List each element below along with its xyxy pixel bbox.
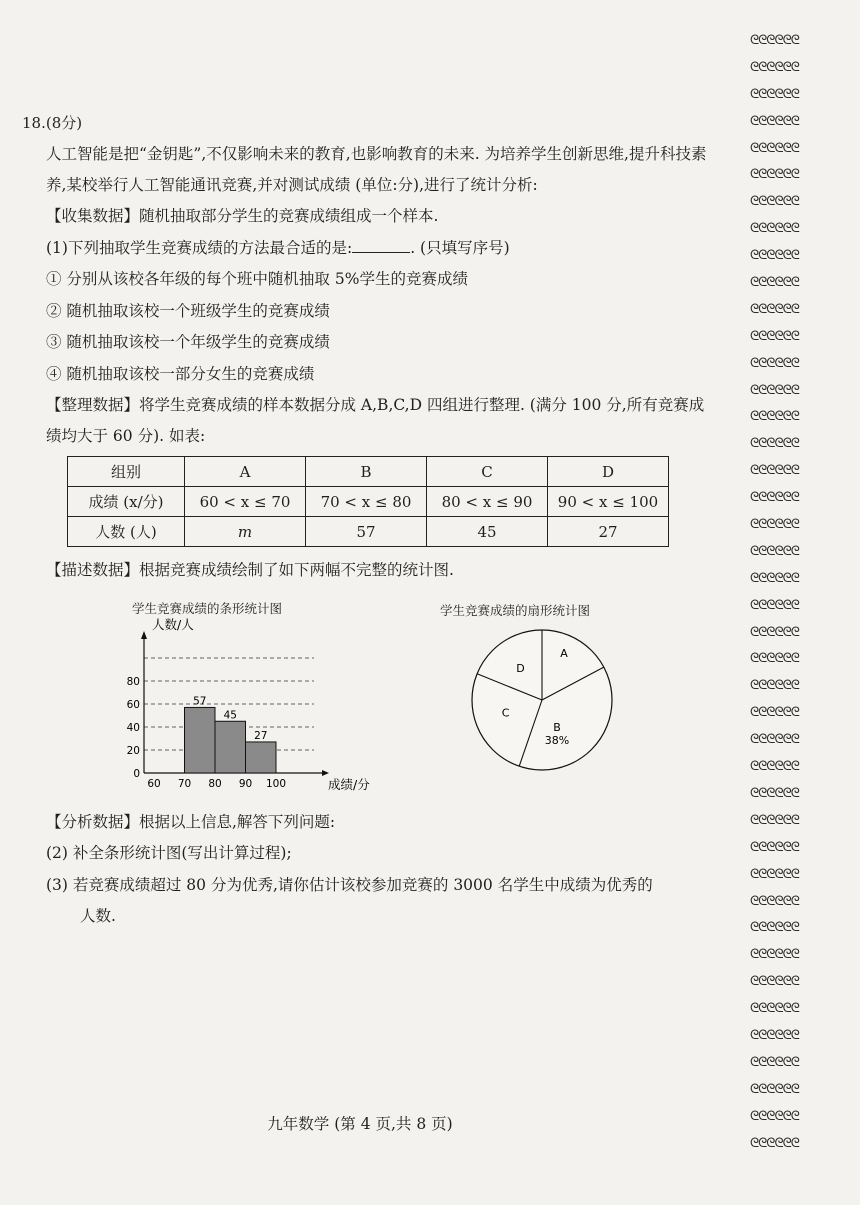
border-pattern: ᘓᘓᘓᘓᘓᘓ bbox=[750, 920, 799, 936]
table-cell: 人数 (人) bbox=[68, 517, 185, 547]
border-pattern: ᘓᘓᘓᘓᘓᘓ bbox=[750, 490, 799, 506]
border-pattern: ᘓᘓᘓᘓᘓᘓ bbox=[750, 1081, 799, 1097]
border-pattern: ᘓᘓᘓᘓᘓᘓ bbox=[750, 947, 799, 963]
option-3: ③ 随机抽取该校一个年级学生的竞赛成绩 bbox=[46, 333, 330, 351]
bar bbox=[185, 707, 216, 773]
intro-paragraph: 人工智能是把“金钥匙”,不仅影响未来的教育,也影响教育的未来. 为培养学生创新思维,提升科技素养,某校举行人工智能通讯竞赛,并对测试成绩 (单位:分),进行了统计分析: bbox=[46, 145, 707, 194]
border-pattern: ᘓᘓᘓᘓᘓᘓ bbox=[750, 1135, 799, 1151]
table-row bbox=[68, 517, 669, 547]
option-4: ④ 随机抽取该校一部分女生的竞赛成绩 bbox=[46, 364, 315, 383]
pie-slice-label: C bbox=[501, 706, 510, 720]
table-cell: 45 bbox=[427, 517, 548, 547]
border-pattern: ᘓᘓᘓᘓᘓᘓ bbox=[750, 866, 799, 882]
question-18 bbox=[22, 112, 712, 933]
border-pattern: ᘓᘓᘓᘓᘓᘓ bbox=[750, 1108, 799, 1124]
border-pattern: ᘓᘓᘓᘓᘓᘓ bbox=[750, 140, 799, 156]
question-number: 18.(8分) bbox=[22, 114, 83, 132]
border-pattern: ᘓᘓᘓᘓᘓᘓ bbox=[750, 59, 799, 75]
border-pattern: ᘓᘓᘓᘓᘓᘓ bbox=[750, 86, 799, 102]
page-footer: 九年数学 (第 4 页,共 8 页) bbox=[267, 1115, 453, 1133]
border-pattern: ᘓᘓᘓᘓᘓᘓ bbox=[750, 785, 799, 801]
table-cell: 80 < x ≤ 90 bbox=[427, 487, 548, 517]
border-pattern: ᘓᘓᘓᘓᘓᘓ bbox=[750, 221, 799, 237]
y-tick-label: 80 bbox=[126, 675, 140, 688]
q3-line: (3) 若竞赛成绩超过 80 分为优秀,请你估计该校参加竞赛的 3000 名学生中成绩为优秀的 bbox=[46, 875, 653, 894]
table-row bbox=[68, 457, 669, 487]
border-pattern: ᘓᘓᘓᘓᘓᘓ bbox=[750, 705, 799, 721]
y-axis-arrow bbox=[141, 631, 147, 639]
border-pattern: ᘓᘓᘓᘓᘓᘓ bbox=[750, 517, 799, 533]
y-tick-label: 20 bbox=[126, 744, 140, 757]
table-cell: B bbox=[306, 457, 427, 487]
table-cell: 组别 bbox=[68, 457, 185, 487]
y-tick-label: 40 bbox=[126, 721, 140, 734]
border-pattern: ᘓᘓᘓᘓᘓᘓ bbox=[750, 355, 799, 371]
border-pattern: ᘓᘓᘓᘓᘓᘓ bbox=[750, 113, 799, 129]
border-pattern: ᘓᘓᘓᘓᘓᘓ bbox=[750, 194, 799, 210]
border-pattern: ᘓᘓᘓᘓᘓᘓ bbox=[750, 597, 799, 613]
table-cell: C bbox=[427, 457, 548, 487]
answer-blank bbox=[352, 236, 410, 253]
table-cell: 60 < x ≤ 70 bbox=[185, 487, 306, 517]
border-pattern: ᘓᘓᘓᘓᘓᘓ bbox=[750, 328, 799, 344]
q1-line bbox=[46, 233, 712, 265]
score-table bbox=[67, 456, 669, 547]
border-pattern: ᘓᘓᘓᘓᘓᘓ bbox=[750, 167, 799, 183]
y-axis-label: 人数/人 bbox=[152, 616, 194, 632]
table-cell: 27 bbox=[548, 517, 669, 547]
table-cell: A bbox=[185, 457, 306, 487]
bar-value-label: 27 bbox=[254, 729, 268, 742]
border-pattern: ᘓᘓᘓᘓᘓᘓ bbox=[750, 974, 799, 990]
bar-chart bbox=[92, 615, 370, 795]
table-cell: 成绩 (x/分) bbox=[68, 487, 185, 517]
table-cell: m bbox=[185, 517, 306, 547]
border-pattern: ᘓᘓᘓᘓᘓᘓ bbox=[750, 409, 799, 425]
border-pattern: ᘓᘓᘓᘓᘓᘓ bbox=[750, 543, 799, 559]
option-1: ① 分别从该校各年级的每个班中随机抽取 5%学生的竞赛成绩 bbox=[46, 270, 468, 288]
q1-text: (1)下列抽取学生竞赛成绩的方法最合适的是: bbox=[46, 238, 353, 257]
border-pattern: ᘓᘓᘓᘓᘓᘓ bbox=[750, 1027, 799, 1043]
x-axis-arrow bbox=[322, 770, 329, 776]
decorative-border bbox=[750, 28, 842, 1157]
bar bbox=[215, 721, 246, 773]
x-tick-label: 60 bbox=[147, 777, 161, 790]
bar bbox=[246, 741, 277, 772]
bar-chart-title: 学生竞赛成绩的条形统计图 bbox=[132, 600, 283, 616]
x-tick-label: 100 bbox=[265, 777, 287, 790]
organize-paragraph: 【整理数据】将学生竞赛成绩的样本数据分成 A,B,C,D 四组进行整理. (满分 100 分,所有竞赛成绩均大于 60 分). 如表: bbox=[46, 396, 705, 445]
x-tick-label: 90 bbox=[238, 777, 253, 790]
border-pattern: ᘓᘓᘓᘓᘓᘓ bbox=[750, 301, 799, 317]
pie-chart-title: 学生竞赛成绩的扇形统计图 bbox=[440, 602, 591, 618]
border-pattern: ᘓᘓᘓᘓᘓᘓ bbox=[750, 463, 799, 479]
q3-line-cont: 人数. bbox=[80, 907, 116, 925]
pie-slice-label: A bbox=[560, 646, 568, 660]
border-pattern: ᘓᘓᘓᘓᘓᘓ bbox=[750, 759, 799, 775]
border-pattern: ᘓᘓᘓᘓᘓᘓ bbox=[750, 812, 799, 828]
q2-line: (2) 补全条形统计图(写出计算过程); bbox=[46, 844, 292, 862]
charts-area bbox=[22, 593, 712, 803]
pie-chart bbox=[467, 625, 617, 775]
table-cell: 90 < x ≤ 100 bbox=[548, 487, 669, 517]
border-pattern: ᘓᘓᘓᘓᘓᘓ bbox=[750, 248, 799, 264]
border-pattern: ᘓᘓᘓᘓᘓᘓ bbox=[750, 678, 799, 694]
border-pattern: ᘓᘓᘓᘓᘓᘓ bbox=[750, 436, 799, 452]
border-pattern: ᘓᘓᘓᘓᘓᘓ bbox=[750, 839, 799, 855]
y-tick-label: 60 bbox=[126, 698, 140, 711]
analyze-line: 【分析数据】根据以上信息,解答下列问题: bbox=[46, 812, 336, 831]
table-cell: 70 < x ≤ 80 bbox=[306, 487, 427, 517]
describe-line: 【描述数据】根据竞赛成绩绘制了如下两幅不完整的统计图. bbox=[46, 561, 454, 579]
bar-value-label: 45 bbox=[223, 708, 237, 721]
pie-slice-value: 38% bbox=[544, 733, 570, 747]
border-pattern: ᘓᘓᘓᘓᘓᘓ bbox=[750, 732, 799, 748]
option-2: ② 随机抽取该校一个班级学生的竞赛成绩 bbox=[46, 301, 330, 320]
border-pattern: ᘓᘓᘓᘓᘓᘓ bbox=[750, 651, 799, 667]
x-axis-label: 成绩/分 bbox=[328, 776, 370, 792]
border-pattern: ᘓᘓᘓᘓᘓᘓ bbox=[750, 1054, 799, 1070]
y-tick-label: 0 bbox=[133, 767, 140, 780]
border-pattern: ᘓᘓᘓᘓᘓᘓ bbox=[750, 382, 799, 398]
border-pattern: ᘓᘓᘓᘓᘓᘓ bbox=[750, 570, 799, 586]
bar-value-label: 57 bbox=[193, 694, 207, 707]
x-tick-label: 80 bbox=[208, 777, 222, 790]
border-pattern: ᘓᘓᘓᘓᘓᘓ bbox=[750, 33, 799, 48]
x-tick-label: 70 bbox=[177, 777, 192, 790]
border-pattern: ᘓᘓᘓᘓᘓᘓ bbox=[750, 275, 799, 291]
pie-slice-label: B bbox=[553, 720, 561, 734]
border-pattern: ᘓᘓᘓᘓᘓᘓ bbox=[750, 624, 799, 640]
collect-data-line: 【收集数据】随机抽取部分学生的竞赛成绩组成一个样本. bbox=[46, 207, 439, 225]
border-pattern: ᘓᘓᘓᘓᘓᘓ bbox=[750, 1001, 799, 1017]
table-row bbox=[68, 487, 669, 517]
border-pattern: ᘓᘓᘓᘓᘓᘓ bbox=[750, 893, 799, 909]
pie-slice-label: D bbox=[516, 661, 525, 675]
q1-hint: . (只填写序号) bbox=[410, 238, 510, 257]
table-cell: D bbox=[548, 457, 669, 487]
table-cell: 57 bbox=[306, 517, 427, 547]
